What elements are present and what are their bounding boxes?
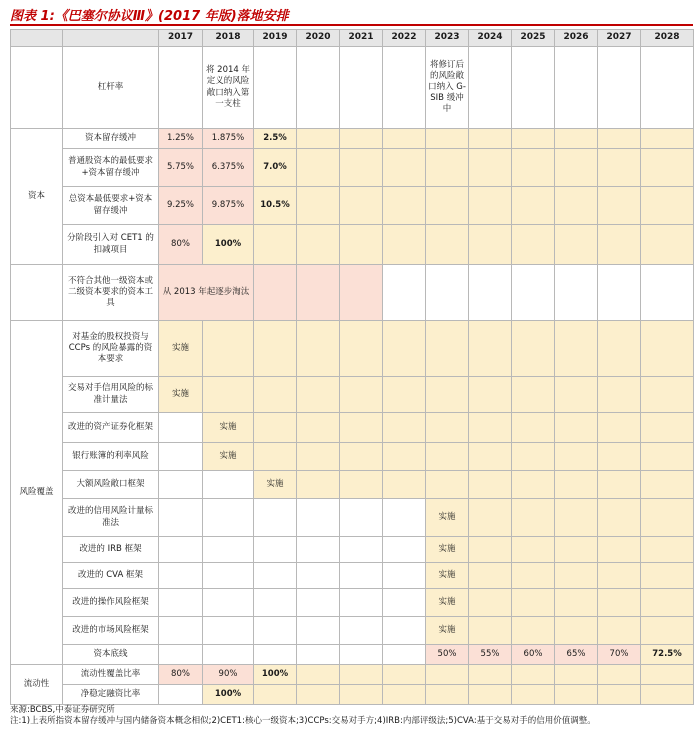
- source-line: 来源:BCBS,中泰证券研究所: [10, 705, 115, 715]
- year-header: 2017: [159, 30, 203, 47]
- value-cell: 2.5%: [254, 129, 297, 149]
- phase-out-note: 从 2013 年起逐步淘汰: [159, 265, 254, 321]
- table-row: [11, 129, 694, 149]
- value-cell: 5.75%: [159, 149, 203, 187]
- implement-mark: 实施: [159, 377, 203, 413]
- year-header: 2027: [598, 30, 641, 47]
- floor-value: 60%: [512, 645, 555, 665]
- value-cell: 1.25%: [159, 129, 203, 149]
- leverage-2023-note: 将修订后的风险敞口纳入 G-SIB 缓冲中: [426, 47, 469, 129]
- implement-mark: 实施: [203, 443, 254, 471]
- table-row: [11, 413, 694, 443]
- row-label: 资本留存缓冲: [63, 129, 159, 149]
- category-capital: 资本: [11, 129, 63, 265]
- implement-mark: 实施: [159, 321, 203, 377]
- row-label: 改进的市场风险框架: [63, 617, 159, 645]
- table-row: [11, 443, 694, 471]
- row-label: 改进的资产证券化框架: [63, 413, 159, 443]
- implement-mark: 实施: [426, 563, 469, 589]
- year-header: 2018: [203, 30, 254, 47]
- floor-value: 50%: [426, 645, 469, 665]
- row-label: 改进的 CVA 框架: [63, 563, 159, 589]
- table-row: [11, 665, 694, 685]
- basel-schedule-table: [10, 29, 694, 705]
- table-row: [11, 321, 694, 377]
- footnote: 注:1)上表所指资本留存缓冲与国内储备资本概念相似;2)CET1:核心一级资本;3)CCPs:交易对手方;4)IRB:内部评级法;5)CVA:基于交易对手的信用价值调整。: [10, 716, 596, 726]
- figure-title: 图表 1:《巴塞尔协议Ⅲ》(2017 年版)落地安排: [10, 9, 289, 24]
- year-header: 2028: [641, 30, 694, 47]
- row-label: 大额风险敞口框架: [63, 471, 159, 499]
- leverage-2018-note: 将 2014 年定义的风险敞口纳入第一支柱: [203, 47, 254, 129]
- row-label: 改进的信用风险计量标准法: [63, 499, 159, 537]
- table-row: [11, 563, 694, 589]
- row-label: 杠杆率: [63, 47, 159, 129]
- table-row: [11, 645, 694, 665]
- year-header: 2023: [426, 30, 469, 47]
- row-label: 改进的 IRB 框架: [63, 537, 159, 563]
- year-header: 2019: [254, 30, 297, 47]
- category-risk: 风险覆盖: [11, 321, 63, 665]
- implement-mark: 实施: [426, 499, 469, 537]
- row-label: 交易对手信用风险的标准计量法: [63, 377, 159, 413]
- row-label: 总资本最低要求+资本留存缓冲: [63, 187, 159, 225]
- value-cell: 100%: [254, 665, 297, 685]
- year-header: 2021: [340, 30, 383, 47]
- year-header: 2025: [512, 30, 555, 47]
- table-row: [11, 589, 694, 617]
- value-cell: 90%: [203, 665, 254, 685]
- year-header: 2020: [297, 30, 340, 47]
- value-cell: 100%: [203, 685, 254, 705]
- table-row: [11, 225, 694, 265]
- value-cell: 6.375%: [203, 149, 254, 187]
- table-row: [11, 471, 694, 499]
- table-row: [11, 187, 694, 225]
- row-label: 普通股资本的最低要求+资本留存缓冲: [63, 149, 159, 187]
- table-row: [11, 499, 694, 537]
- year-header: 2022: [383, 30, 426, 47]
- table-row: [11, 149, 694, 187]
- value-cell: 10.5%: [254, 187, 297, 225]
- table-row: [11, 685, 694, 705]
- row-label: 改进的操作风险框架: [63, 589, 159, 617]
- value-cell: 100%: [203, 225, 254, 265]
- category-liquidity: 流动性: [11, 665, 63, 705]
- header-corner-2: [63, 30, 159, 47]
- row-label: 分阶段引入对 CET1 的扣减项目: [63, 225, 159, 265]
- value-cell: 9.875%: [203, 187, 254, 225]
- table-row: [11, 47, 694, 129]
- header-row: [11, 30, 694, 47]
- implement-mark: 实施: [203, 413, 254, 443]
- table-row: [11, 377, 694, 413]
- row-label: 银行账簿的利率风险: [63, 443, 159, 471]
- row-label: 资本底线: [63, 645, 159, 665]
- implement-mark: 实施: [426, 589, 469, 617]
- value-cell: 1.875%: [203, 129, 254, 149]
- floor-value: 70%: [598, 645, 641, 665]
- row-label: 不符合其他一级资本或二级资本要求的资本工具: [63, 265, 159, 321]
- value-cell: 9.25%: [159, 187, 203, 225]
- table-row: [11, 537, 694, 563]
- implement-mark: 实施: [426, 617, 469, 645]
- floor-value: 65%: [555, 645, 598, 665]
- table-row: [11, 617, 694, 645]
- row-label: 流动性覆盖比率: [63, 665, 159, 685]
- implement-mark: 实施: [426, 537, 469, 563]
- row-label: 净稳定融资比率: [63, 685, 159, 705]
- value-cell: 7.0%: [254, 149, 297, 187]
- row-label: 对基金的股权投资与 CCPs 的风险暴露的资本要求: [63, 321, 159, 377]
- category-cell: [11, 47, 63, 129]
- title-rule: [10, 24, 693, 26]
- header-corner: [11, 30, 63, 47]
- year-header: 2026: [555, 30, 598, 47]
- year-header: 2024: [469, 30, 512, 47]
- table-row: [11, 265, 694, 321]
- category-cell: [11, 265, 63, 321]
- value-cell: 80%: [159, 225, 203, 265]
- implement-mark: 实施: [254, 471, 297, 499]
- floor-value: 55%: [469, 645, 512, 665]
- floor-value: 72.5%: [641, 645, 694, 665]
- value-cell: 80%: [159, 665, 203, 685]
